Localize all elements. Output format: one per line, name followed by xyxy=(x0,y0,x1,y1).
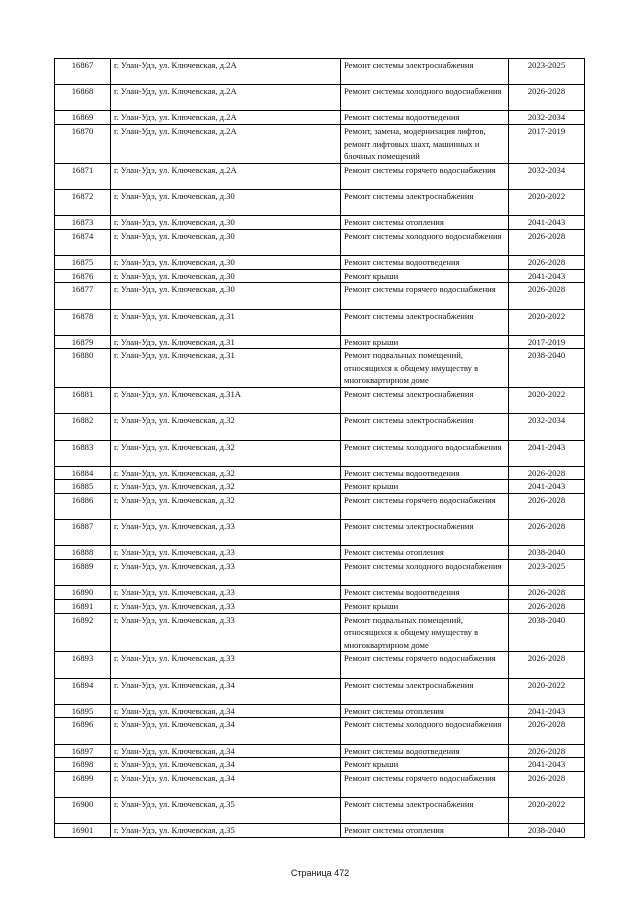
period-cell: 2026-2028 xyxy=(509,520,585,546)
address-cell: г. Улан-Удэ, ул. Ключевская, д.31 xyxy=(111,309,341,335)
table-row xyxy=(55,388,585,414)
table-row xyxy=(55,678,585,704)
table-row xyxy=(55,283,585,309)
table-row xyxy=(55,85,585,111)
row-number: 16901 xyxy=(55,824,111,838)
period-cell: 2038-2040 xyxy=(509,546,585,560)
table-row xyxy=(55,440,585,466)
table-row xyxy=(55,349,585,388)
work-type-cell: Ремонт системы электроснабжения xyxy=(341,59,509,85)
work-type-cell: Ремонт крыши xyxy=(341,269,509,283)
address-cell: г. Улан-Удэ, ул. Ключевская, д.33 xyxy=(111,586,341,600)
work-type-cell: Ремонт системы отопления xyxy=(341,824,509,838)
row-number: 16877 xyxy=(55,283,111,309)
row-number: 16886 xyxy=(55,494,111,520)
table-row xyxy=(55,163,585,189)
table-row xyxy=(55,824,585,838)
address-cell: г. Улан-Удэ, ул. Ключевская, д.32 xyxy=(111,440,341,466)
row-number: 16880 xyxy=(55,349,111,388)
row-number: 16885 xyxy=(55,480,111,494)
period-cell: 2020-2022 xyxy=(509,388,585,414)
row-number: 16872 xyxy=(55,189,111,215)
table-row xyxy=(55,335,585,349)
work-type-cell: Ремонт системы горячего водоснабжения xyxy=(341,652,509,678)
work-type-cell: Ремонт системы электроснабжения xyxy=(341,678,509,704)
table-row xyxy=(55,256,585,270)
period-cell: 2023-2025 xyxy=(509,59,585,85)
address-cell: г. Улан-Удэ, ул. Ключевская, д.2А xyxy=(111,59,341,85)
period-cell: 2026-2028 xyxy=(509,85,585,111)
row-number: 16888 xyxy=(55,546,111,560)
row-number: 16895 xyxy=(55,704,111,718)
period-cell: 2026-2028 xyxy=(509,229,585,255)
work-type-cell: Ремонт системы электроснабжения xyxy=(341,520,509,546)
row-number: 16899 xyxy=(55,772,111,798)
address-cell: г. Улан-Удэ, ул. Ключевская, д.34 xyxy=(111,704,341,718)
work-type-cell: Ремонт системы водоотведения xyxy=(341,111,509,125)
row-number: 16878 xyxy=(55,309,111,335)
work-type-cell: Ремонт системы горячего водоснабжения xyxy=(341,494,509,520)
table-row xyxy=(55,652,585,678)
row-number: 16882 xyxy=(55,414,111,440)
period-cell: 2026-2028 xyxy=(509,466,585,480)
table-row xyxy=(55,59,585,85)
table-row xyxy=(55,600,585,614)
row-number: 16876 xyxy=(55,269,111,283)
work-type-cell: Ремонт системы горячего водоснабжения xyxy=(341,163,509,189)
work-type-cell: Ремонт системы водоотведения xyxy=(341,256,509,270)
row-number: 16891 xyxy=(55,600,111,614)
work-type-cell: Ремонт системы отопления xyxy=(341,216,509,230)
work-type-cell: Ремонт подвальных помещений, относящихся к общему имуществу в многоквартирном доме xyxy=(341,349,509,388)
row-number: 16874 xyxy=(55,229,111,255)
row-number: 16887 xyxy=(55,520,111,546)
row-number: 16869 xyxy=(55,111,111,125)
address-cell: г. Улан-Удэ, ул. Ключевская, д.33 xyxy=(111,520,341,546)
table-row xyxy=(55,520,585,546)
work-type-cell: Ремонт подвальных помещений, относящихся к общему имуществу в многоквартирном доме xyxy=(341,613,509,652)
work-type-cell: Ремонт крыши xyxy=(341,600,509,614)
table-row xyxy=(55,586,585,600)
period-cell: 2041-2043 xyxy=(509,704,585,718)
period-cell: 2041-2043 xyxy=(509,269,585,283)
table-row xyxy=(55,560,585,586)
table-body xyxy=(55,59,585,838)
address-cell: г. Улан-Удэ, ул. Ключевская, д.34 xyxy=(111,772,341,798)
address-cell: г. Улан-Удэ, ул. Ключевская, д.30 xyxy=(111,269,341,283)
address-cell: г. Улан-Удэ, ул. Ключевская, д.33 xyxy=(111,560,341,586)
row-number: 16867 xyxy=(55,59,111,85)
work-type-cell: Ремонт системы холодного водоснабжения xyxy=(341,440,509,466)
work-type-cell: Ремонт системы горячего водоснабжения xyxy=(341,772,509,798)
address-cell: г. Улан-Удэ, ул. Ключевская, д.30 xyxy=(111,256,341,270)
row-number: 16894 xyxy=(55,678,111,704)
table-row xyxy=(55,704,585,718)
address-cell: г. Улан-Удэ, ул. Ключевская, д.31 xyxy=(111,349,341,388)
period-cell: 2020-2022 xyxy=(509,798,585,824)
table-row xyxy=(55,744,585,758)
table-row xyxy=(55,269,585,283)
period-cell: 2041-2043 xyxy=(509,758,585,772)
work-type-cell: Ремонт системы водоотведения xyxy=(341,466,509,480)
row-number: 16881 xyxy=(55,388,111,414)
work-type-cell: Ремонт системы холодного водоснабжения xyxy=(341,229,509,255)
address-cell: г. Улан-Удэ, ул. Ключевская, д.34 xyxy=(111,744,341,758)
period-cell: 2026-2028 xyxy=(509,256,585,270)
row-number: 16898 xyxy=(55,758,111,772)
address-cell: г. Улан-Удэ, ул. Ключевская, д.32 xyxy=(111,480,341,494)
period-cell: 2020-2022 xyxy=(509,189,585,215)
address-cell: г. Улан-Удэ, ул. Ключевская, д.2А xyxy=(111,85,341,111)
table-row xyxy=(55,772,585,798)
period-cell: 2026-2028 xyxy=(509,586,585,600)
row-number: 16890 xyxy=(55,586,111,600)
period-cell: 2026-2028 xyxy=(509,718,585,744)
work-type-cell: Ремонт системы горячего водоснабжения xyxy=(341,283,509,309)
period-cell: 2041-2043 xyxy=(509,480,585,494)
period-cell: 2038-2040 xyxy=(509,824,585,838)
period-cell: 2026-2028 xyxy=(509,494,585,520)
work-type-cell: Ремонт системы холодного водоснабжения xyxy=(341,718,509,744)
table-row xyxy=(55,613,585,652)
period-cell: 2032-2034 xyxy=(509,163,585,189)
row-number: 16870 xyxy=(55,125,111,164)
address-cell: г. Улан-Удэ, ул. Ключевская, д.30 xyxy=(111,229,341,255)
period-cell: 2023-2025 xyxy=(509,560,585,586)
row-number: 16889 xyxy=(55,560,111,586)
work-type-cell: Ремонт, замена, модернизация лифтов, ремонт лифтовых шахт, машинных и блочных помещений xyxy=(341,125,509,164)
address-cell: г. Улан-Удэ, ул. Ключевская, д.33 xyxy=(111,652,341,678)
work-type-cell: Ремонт системы электроснабжения xyxy=(341,189,509,215)
row-number: 16879 xyxy=(55,335,111,349)
table-row xyxy=(55,111,585,125)
table-row xyxy=(55,466,585,480)
address-cell: г. Улан-Удэ, ул. Ключевская, д.34 xyxy=(111,678,341,704)
work-type-cell: Ремонт системы отопления xyxy=(341,704,509,718)
address-cell: г. Улан-Удэ, ул. Ключевская, д.33 xyxy=(111,546,341,560)
row-number: 16893 xyxy=(55,652,111,678)
work-type-cell: Ремонт системы электроснабжения xyxy=(341,798,509,824)
period-cell: 2026-2028 xyxy=(509,283,585,309)
work-type-cell: Ремонт системы электроснабжения xyxy=(341,309,509,335)
address-cell: г. Улан-Удэ, ул. Ключевская, д.35 xyxy=(111,798,341,824)
period-cell: 2041-2043 xyxy=(509,440,585,466)
address-cell: г. Улан-Удэ, ул. Ключевская, д.34 xyxy=(111,758,341,772)
period-cell: 2032-2034 xyxy=(509,111,585,125)
work-type-cell: Ремонт системы холодного водоснабжения xyxy=(341,560,509,586)
address-cell: г. Улан-Удэ, ул. Ключевская, д.2А xyxy=(111,125,341,164)
address-cell: г. Улан-Удэ, ул. Ключевская, д.2А xyxy=(111,163,341,189)
table-row xyxy=(55,718,585,744)
table-row xyxy=(55,229,585,255)
period-cell: 2041-2043 xyxy=(509,216,585,230)
address-cell: г. Улан-Удэ, ул. Ключевская, д.31 xyxy=(111,335,341,349)
capital-repair-table xyxy=(54,58,585,838)
address-cell: г. Улан-Удэ, ул. Ключевская, д.34 xyxy=(111,718,341,744)
table-row xyxy=(55,309,585,335)
address-cell: г. Улан-Удэ, ул. Ключевская, д.35 xyxy=(111,824,341,838)
work-type-cell: Ремонт системы водоотведения xyxy=(341,744,509,758)
work-type-cell: Ремонт системы водоотведения xyxy=(341,586,509,600)
row-number: 16896 xyxy=(55,718,111,744)
row-number: 16871 xyxy=(55,163,111,189)
work-type-cell: Ремонт крыши xyxy=(341,758,509,772)
address-cell: г. Улан-Удэ, ул. Ключевская, д.33 xyxy=(111,613,341,652)
period-cell: 2038-2040 xyxy=(509,349,585,388)
work-type-cell: Ремонт крыши xyxy=(341,335,509,349)
work-type-cell: Ремонт крыши xyxy=(341,480,509,494)
work-type-cell: Ремонт системы отопления xyxy=(341,546,509,560)
address-cell: г. Улан-Удэ, ул. Ключевская, д.30 xyxy=(111,283,341,309)
page-number: Страница 472 xyxy=(290,868,350,878)
row-number: 16897 xyxy=(55,744,111,758)
address-cell: г. Улан-Удэ, ул. Ключевская, д.31А xyxy=(111,388,341,414)
table-row xyxy=(55,546,585,560)
period-cell: 2038-2040 xyxy=(509,613,585,652)
address-cell: г. Улан-Удэ, ул. Ключевская, д.32 xyxy=(111,414,341,440)
table-row xyxy=(55,414,585,440)
address-cell: г. Улан-Удэ, ул. Ключевская, д.2А xyxy=(111,111,341,125)
table-row xyxy=(55,798,585,824)
row-number: 16900 xyxy=(55,798,111,824)
table-row xyxy=(55,189,585,215)
address-cell: г. Улан-Удэ, ул. Ключевская, д.33 xyxy=(111,600,341,614)
period-cell: 2020-2022 xyxy=(509,678,585,704)
work-type-cell: Ремонт системы электроснабжения xyxy=(341,388,509,414)
work-type-cell: Ремонт системы холодного водоснабжения xyxy=(341,85,509,111)
period-cell: 2026-2028 xyxy=(509,600,585,614)
period-cell: 2026-2028 xyxy=(509,652,585,678)
period-cell: 2026-2028 xyxy=(509,744,585,758)
period-cell: 2026-2028 xyxy=(509,772,585,798)
row-number: 16884 xyxy=(55,466,111,480)
address-cell: г. Улан-Удэ, ул. Ключевская, д.30 xyxy=(111,189,341,215)
period-cell: 2017-2019 xyxy=(509,335,585,349)
table-row xyxy=(55,758,585,772)
row-number: 16892 xyxy=(55,613,111,652)
address-cell: г. Улан-Удэ, ул. Ключевская, д.30 xyxy=(111,216,341,230)
row-number: 16875 xyxy=(55,256,111,270)
row-number: 16873 xyxy=(55,216,111,230)
table-row xyxy=(55,125,585,164)
row-number: 16883 xyxy=(55,440,111,466)
table-row xyxy=(55,216,585,230)
period-cell: 2020-2022 xyxy=(509,309,585,335)
row-number: 16868 xyxy=(55,85,111,111)
address-cell: г. Улан-Удэ, ул. Ключевская, д.32 xyxy=(111,466,341,480)
work-type-cell: Ремонт системы электроснабжения xyxy=(341,414,509,440)
period-cell: 2032-2034 xyxy=(509,414,585,440)
table-row xyxy=(55,494,585,520)
address-cell: г. Улан-Удэ, ул. Ключевская, д.32 xyxy=(111,494,341,520)
period-cell: 2017-2019 xyxy=(509,125,585,164)
table-row xyxy=(55,480,585,494)
